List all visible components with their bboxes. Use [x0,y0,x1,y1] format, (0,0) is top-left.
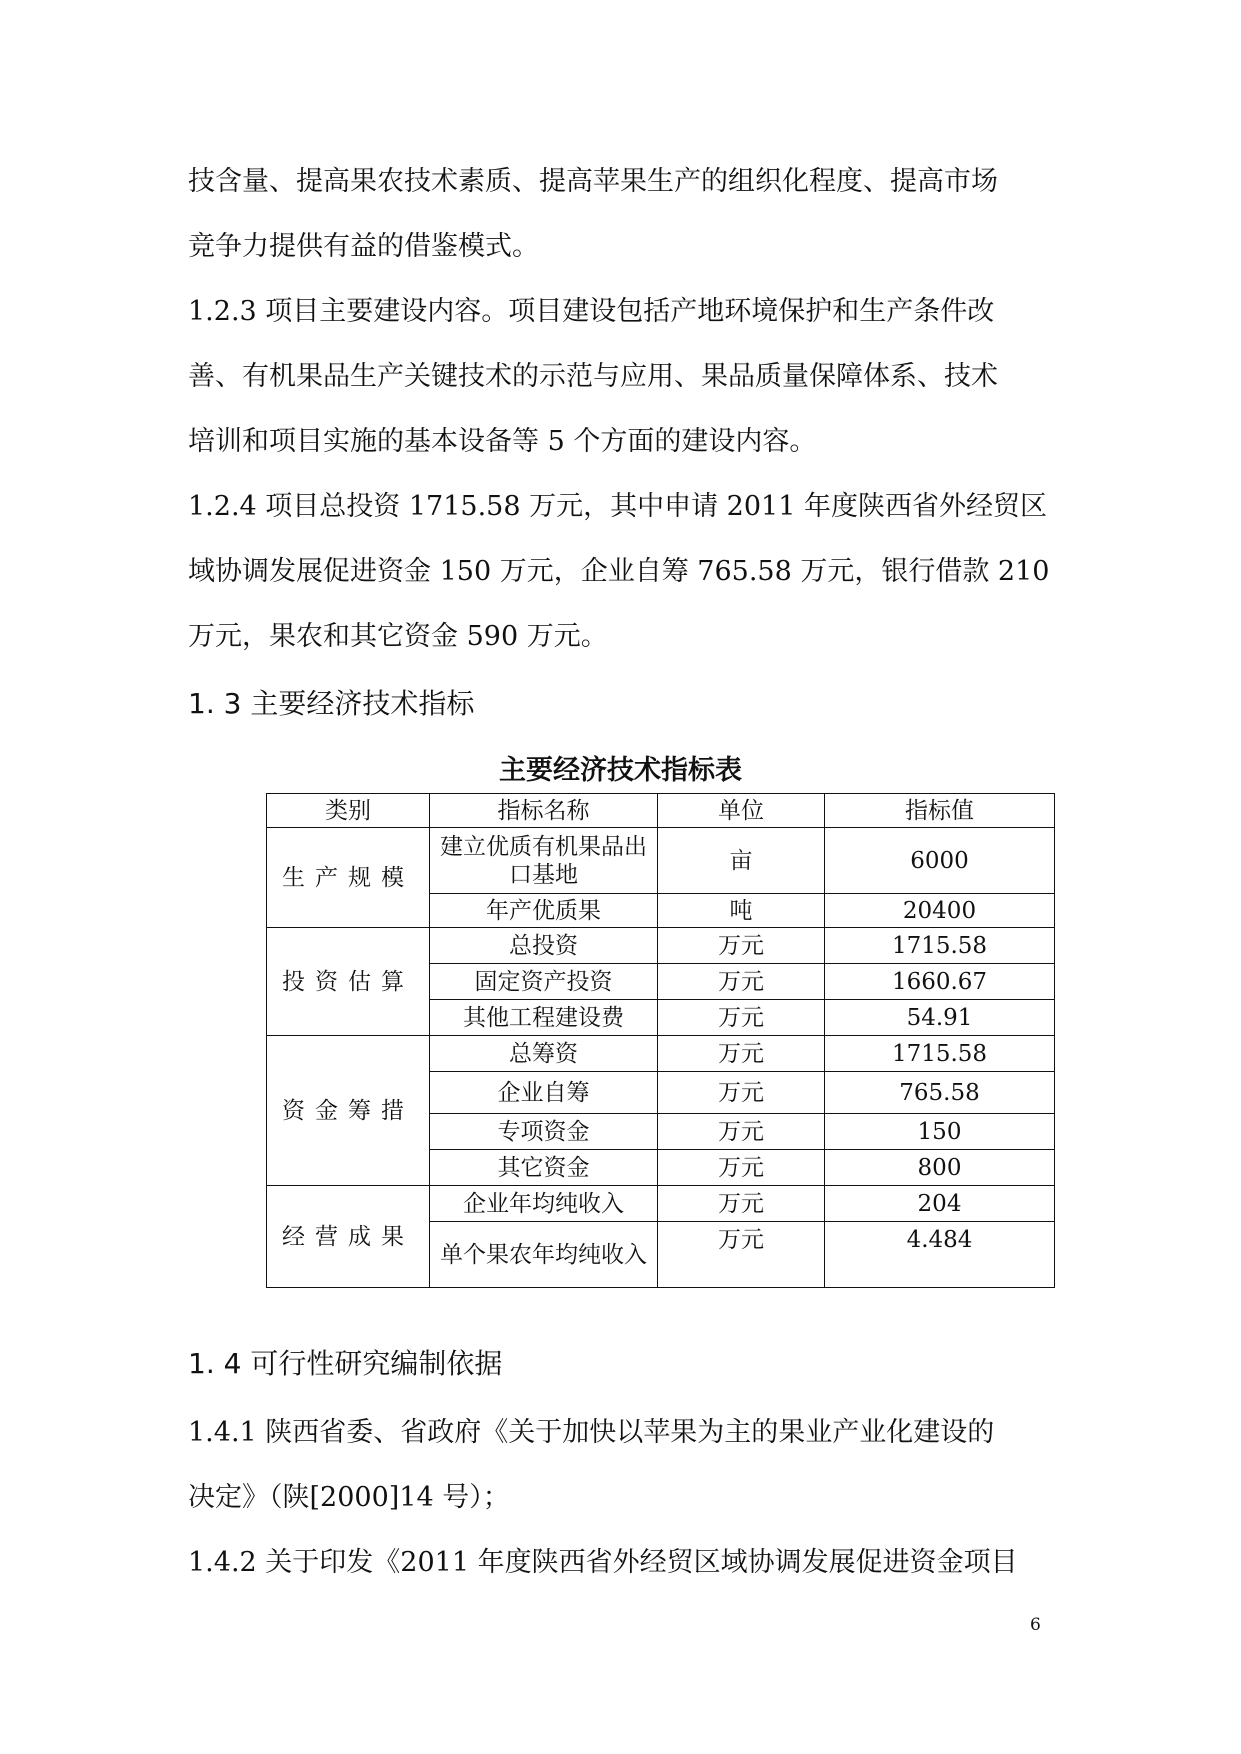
indicator-name: 建立优质有机果品出口基地 [430,828,658,894]
unit-cell: 万元 [658,1036,825,1072]
category-cell: 投资估算 [267,928,430,1036]
unit-cell: 万元 [658,1072,825,1114]
table-row [267,1186,1055,1222]
indicator-name: 其它资金 [430,1150,658,1186]
unit-cell: 万元 [658,1186,825,1222]
paragraph-line: 域协调发展促进资金 150 万元，企业自筹 765.58 万元，银行借款 210 [188,556,1050,587]
header-category: 类别 [267,794,430,828]
unit-cell: 亩 [658,828,825,894]
indicator-name: 总投资 [430,928,658,964]
table-row [267,828,1055,894]
paragraph-line: 1.2.3 项目主要建设内容。项目建设包括产地环境保护和生产条件改 [188,296,995,327]
value-cell: 150 [825,1114,1055,1150]
unit-cell: 万元 [658,1000,825,1036]
value-cell: 765.58 [825,1072,1055,1114]
unit-cell: 万元 [658,1150,825,1186]
table-row [267,1036,1055,1072]
unit-cell: 万元 [658,928,825,964]
section-heading-1-3: 1. 3 主要经济技术指标 [188,687,475,720]
indicators-table [266,793,1055,1288]
paragraph-line: 技含量、提高果农技术素质、提高苹果生产的组织化程度、提高市场 [188,166,998,197]
header-value: 指标值 [825,794,1055,828]
paragraph-line: 1.4.1 陕西省委、省政府《关于加快以苹果为主的果业产业化建设的 [188,1417,995,1448]
category-cell: 资金筹措 [267,1036,430,1186]
unit-cell: 万元 [658,964,825,1000]
indicator-name: 单个果农年均纯收入 [430,1222,658,1288]
value-cell: 1715.58 [825,1036,1055,1072]
value-cell: 6000 [825,828,1055,894]
paragraph-line: 1.4.2 关于印发《2011 年度陕西省外经贸区域协调发展促进资金项目 [188,1547,1018,1578]
header-unit: 单位 [658,794,825,828]
unit-cell: 吨 [658,894,825,928]
indicator-name: 固定资产投资 [430,964,658,1000]
paragraph-line: 决定》（陕[2000]14 号）； [188,1482,510,1513]
unit-cell: 万元 [658,1114,825,1150]
paragraph-line: 善、有机果品生产关键技术的示范与应用、果品质量保障体系、技术 [188,361,998,392]
paragraph-line: 竞争力提供有益的借鉴模式。 [188,231,539,262]
unit-cell: 万元 [658,1222,825,1288]
value-cell: 800 [825,1150,1055,1186]
table-title: 主要经济技术指标表 [499,755,742,786]
indicator-name: 专项资金 [430,1114,658,1150]
indicator-name: 企业年均纯收入 [430,1186,658,1222]
paragraph-line: 1.2.4 项目总投资 1715.58 万元，其中申请 2011 年度陕西省外经贸区 [188,491,1047,522]
value-cell: 20400 [825,894,1055,928]
value-cell: 4.484 [825,1222,1055,1288]
header-indicator-name: 指标名称 [430,794,658,828]
body-text-bottom [188,1400,1068,1595]
table-header-row [267,794,1055,828]
value-cell: 1715.58 [825,928,1055,964]
category-cell: 生产规模 [267,828,430,928]
value-cell: 204 [825,1186,1055,1222]
page-number: 6 [1030,1615,1041,1635]
section-heading-1-4: 1. 4 可行性研究编制依据 [188,1347,503,1380]
table-row [267,928,1055,964]
value-cell: 54.91 [825,1000,1055,1036]
value-cell: 1660.67 [825,964,1055,1000]
indicator-name: 其他工程建设费 [430,1000,658,1036]
body-text-top [188,149,1068,669]
indicator-name: 年产优质果 [430,894,658,928]
category-cell: 经营成果 [267,1186,430,1288]
paragraph-line: 万元，果农和其它资金 590 万元。 [188,621,608,652]
paragraph-line: 培训和项目实施的基本设备等 5 个方面的建设内容。 [188,426,817,457]
indicator-name: 企业自筹 [430,1072,658,1114]
indicator-name: 总筹资 [430,1036,658,1072]
